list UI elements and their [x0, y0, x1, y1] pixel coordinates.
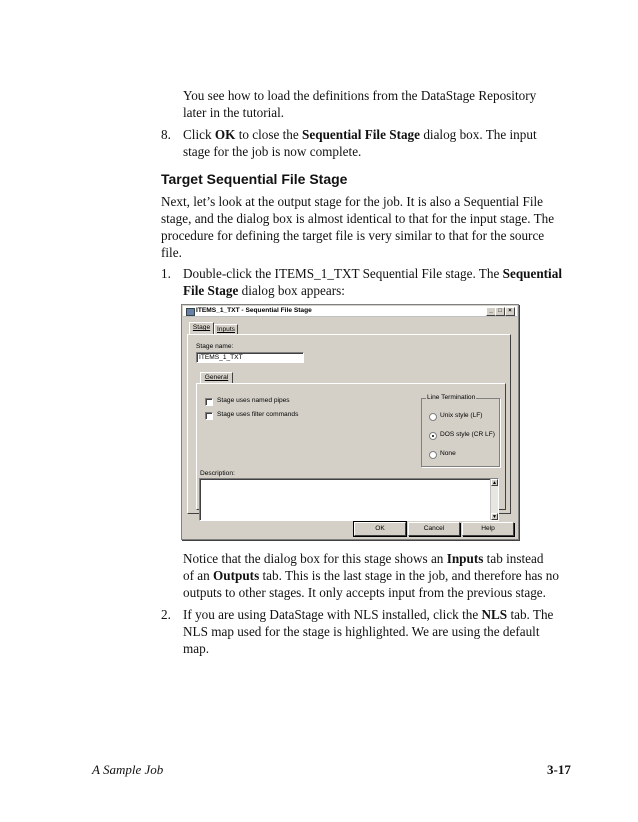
step-1-line-2	[183, 282, 345, 301]
step-8-ok: OK	[214, 127, 236, 142]
footer-chapter-title: A Sample Job	[92, 762, 164, 777]
tab-general-label: General	[204, 374, 229, 381]
step-1-number: 1.	[161, 266, 171, 281]
stage-name-label: Stage name:	[196, 343, 234, 350]
dialog-title: ITEMS_1_TXT - Sequential File Stage	[196, 307, 312, 314]
notice-line-1	[183, 550, 543, 569]
notice-text-d: tab. This is the last stage in the job, and therefore has no	[259, 568, 559, 583]
unix-style-label: Unix style (LF)	[440, 412, 483, 419]
stage-name-field[interactable]: ITEMS_1_TXT	[196, 352, 304, 363]
notice-outputs: Outputs	[213, 568, 260, 583]
footer-page-number: 3-17	[547, 762, 571, 777]
notice-inputs: Inputs	[446, 551, 484, 566]
filter-commands-checkbox[interactable]	[205, 412, 213, 420]
description-textarea[interactable]	[199, 478, 499, 521]
notice-text-c: of an	[183, 568, 214, 583]
step-8-text-b: to close the	[235, 127, 303, 142]
description-scrollbar[interactable]	[490, 479, 498, 520]
step-8-number: 8.	[161, 127, 171, 142]
help-button[interactable]: Help	[462, 522, 514, 536]
notice-line-3: outputs to other stages. It only accepts input from the previous stage.	[183, 585, 546, 600]
maximize-icon[interactable]: □	[495, 307, 505, 316]
stage-tab-panel	[187, 334, 511, 520]
tab-inputs-label: Inputs	[217, 326, 235, 333]
unix-style-radio[interactable]	[429, 413, 437, 421]
sequential-file-stage-dialog	[181, 304, 519, 540]
step-2-line-1	[183, 606, 553, 625]
minimize-icon[interactable]: _	[486, 307, 496, 316]
ok-button[interactable]: OK	[354, 522, 406, 536]
close-icon[interactable]: ×	[505, 307, 515, 316]
step-2-line-2: NLS map used for the stage is highlighted. We are using the default	[183, 624, 540, 639]
step-1-line-1	[183, 265, 562, 284]
none-radio[interactable]	[429, 451, 437, 459]
tab-stage[interactable]	[189, 322, 214, 334]
intro-line-2: later in the tutorial.	[183, 105, 285, 120]
description-label: Description:	[200, 470, 235, 477]
step-8-text-a: Click	[183, 127, 215, 142]
named-pipes-checkbox[interactable]	[205, 398, 213, 406]
scroll-up-icon[interactable]: ▲	[492, 480, 497, 486]
notice-text-b: tab instead	[483, 551, 544, 566]
step-8-text-c: dialog box. The input	[420, 127, 537, 142]
section-heading: Target Sequential File Stage	[161, 171, 348, 187]
section-line-1: Next, let’s look at the output stage for the job. It is also a Sequential File	[161, 194, 543, 209]
line-termination-title: Line Termination	[427, 394, 476, 401]
section-line-3: procedure for defining the target file is very similar to that for the source	[161, 228, 545, 243]
step-8-line-1	[183, 126, 537, 145]
step-2-line-3: map.	[183, 641, 210, 656]
dos-style-label: DOS style (CR LF)	[440, 431, 495, 438]
step-1-bold-b: File Stage	[183, 283, 239, 298]
step-2-nls: NLS	[481, 607, 508, 622]
cancel-button[interactable]: Cancel	[408, 522, 460, 536]
section-line-2: stage, and the dialog box is almost identical to that for the input stage. The	[161, 211, 555, 226]
step-1-text-a: Double-click the ITEMS_1_TXT Sequential File stage. The	[183, 266, 503, 281]
step-2-text-a: If you are using DataStage with NLS installed, click the	[183, 607, 482, 622]
named-pipes-label: Stage uses named pipes	[217, 397, 290, 404]
dialog-titlebar	[183, 306, 517, 317]
step-1-text-b: dialog box appears:	[238, 283, 345, 298]
filter-commands-label: Stage uses filter commands	[217, 411, 299, 418]
notice-line-2	[183, 567, 559, 586]
intro-line-1: You see how to load the definitions from the DataStage Repository	[183, 88, 537, 103]
general-tab-panel	[196, 383, 506, 520]
section-line-4: file.	[161, 245, 182, 260]
step-8-line-2: stage for the job is now complete.	[183, 144, 362, 159]
line-termination-group	[421, 394, 500, 467]
step-1-bold-a: Sequential	[502, 266, 562, 281]
notice-text-a: Notice that the dialog box for this stage shows an	[183, 551, 447, 566]
app-icon	[186, 308, 195, 316]
tab-stage-label: Stage	[192, 324, 211, 331]
step-2-text-b: tab. The	[507, 607, 554, 622]
step-2-number: 2.	[161, 607, 171, 622]
scroll-down-icon[interactable]: ▼	[492, 514, 497, 520]
step-8-stage-name: Sequential File Stage	[302, 127, 421, 142]
none-label: None	[440, 450, 456, 457]
dos-style-radio[interactable]	[429, 432, 437, 440]
